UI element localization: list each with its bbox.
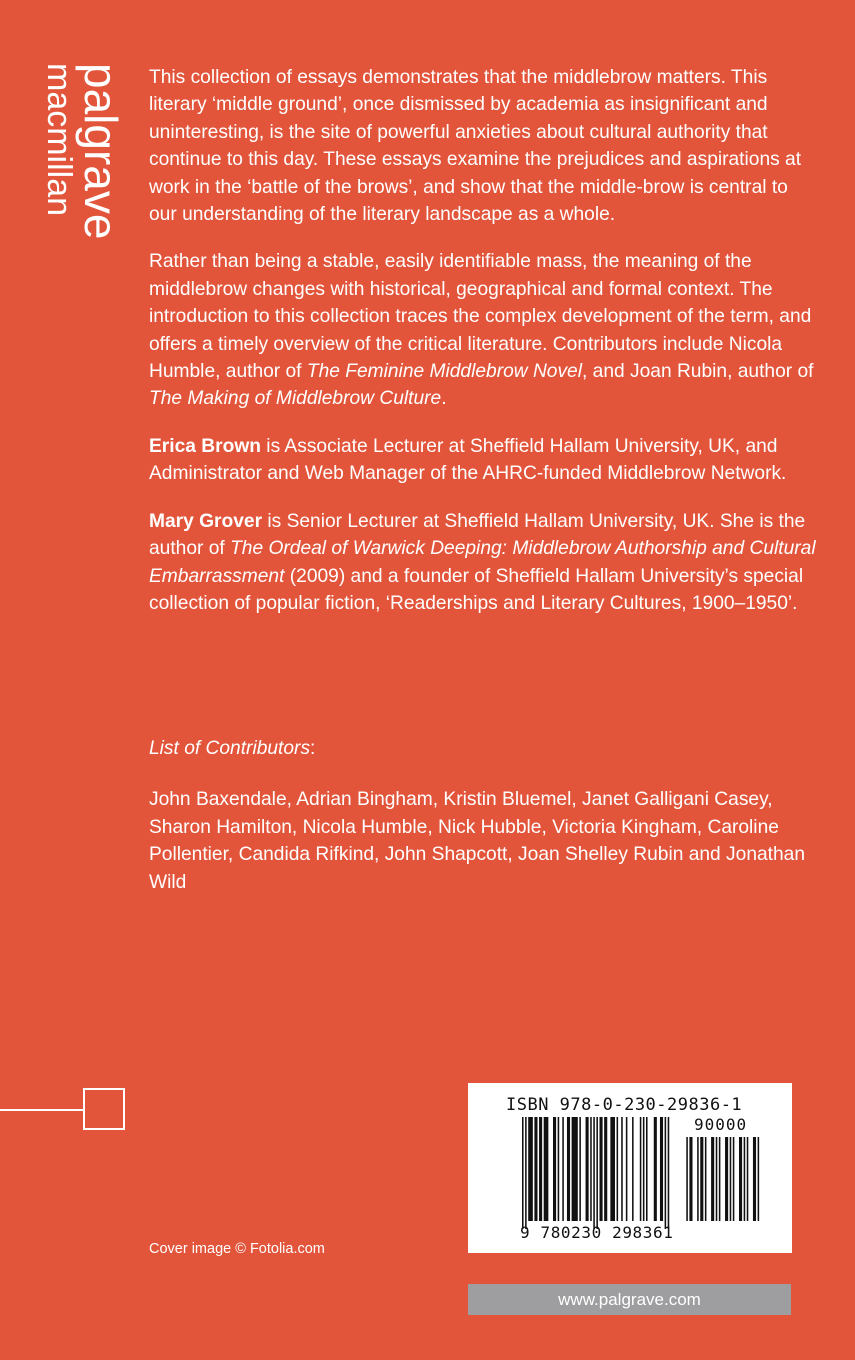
publisher-logo-svg [20,48,130,263]
barcode-bar [689,1137,692,1221]
blurb-paragraph-1: This collection of essays demonstrates that the middlebrow matters. This literary ‘middle ground’, once dismissed by academia as insignificant and uninteresting, is the site of powerful anxieties about cultural authority that continue to this day. These essays examine the prejudices and aspirations at work in the ‘battle of the brows’, and show that the middle-brow is central to our understanding of the literary landscape as a whole. [149,67,802,226]
contributors-section [149,735,809,896]
logo-macmillan-text: macmillan [40,63,78,217]
palgrave-macmillan-logo [20,48,130,263]
barcode-bar [534,1117,537,1221]
barcode-bar [753,1137,756,1221]
editor-bio-text-a: is Senior Lecturer at Sheffield Hallam University, UK. She is the author of [149,510,806,560]
barcode-bar [621,1117,623,1221]
barcode-bar [725,1137,728,1221]
barcode-bar [528,1117,533,1221]
barcode-bar [640,1117,642,1221]
barcode-bar [525,1117,527,1229]
barcode-bar [697,1137,699,1221]
ean-number: 9 780230 298361 [520,1223,674,1242]
decorative-square-mark [0,1085,128,1133]
editor-name: Mary Grover [149,510,263,532]
barcode-bar [660,1117,663,1221]
barcode-bar [596,1117,598,1229]
blurb-paragraph-2 [149,248,819,412]
barcode-bar [567,1117,570,1221]
blurb-p2-text-c: . [441,388,447,410]
barcode-bar [700,1137,703,1221]
barcode-bar [686,1137,688,1221]
barcode-bar [747,1137,749,1221]
contributors-list: John Baxendale, Adrian Bingham, Kristin Bluemel, Janet Galligani Casey, Sharon Hamilton, Nicola Humble, Nick Hubble, Victoria Kingham, Caroline Pollentier, Candida Rifkind, John Shapcott, Joan Shelley Rubin and Jonathan Wild [149,789,806,893]
barcode-bar [558,1117,560,1221]
isbn-number: ISBN 978-0-230-29836-1 [506,1095,743,1115]
publisher-website: www.palgrave.com [468,1284,791,1315]
barcode-bar [744,1137,746,1221]
editor-bio-mary-grover [149,508,819,618]
barcode-bar [711,1137,714,1221]
barcode-bar [600,1117,603,1221]
price-addon-number: 90000 [694,1115,748,1134]
barcode-bar [733,1137,735,1221]
barcode-bar [632,1117,634,1221]
barcode-bar [579,1117,581,1221]
barcode-bar [646,1117,648,1221]
book-title-feminine-middlebrow-novel: The Feminine Middlebrow Novel [306,361,582,383]
barcode-bar [758,1137,760,1221]
barcode-bar [719,1137,721,1221]
contributors-heading [149,735,809,762]
barcode-bar [668,1117,670,1229]
barcode-bar [593,1117,595,1229]
cover-blurb [149,64,819,617]
barcode-bar [553,1117,556,1221]
contributors-heading-colon: : [310,738,316,759]
barcode-bar [539,1117,542,1221]
barcode-bar [590,1117,592,1221]
barcode-bar [610,1117,615,1221]
barcode-bar [739,1137,742,1221]
barcode-bar [604,1117,607,1221]
square-mark-icon [0,1085,128,1133]
barcode-bar [544,1117,549,1221]
barcode-bar [572,1117,578,1221]
editor-bio-text: is Associate Lecturer at Sheffield Hallam University, UK, and Administrator and Web Manager of the AHRC-funded Middlebrow Network. [149,435,787,485]
isbn-barcode [468,1083,792,1253]
cover-image-credit: Cover image © Fotolia.com [149,1241,325,1257]
barcode-bar [665,1117,667,1229]
barcode-bar [617,1117,619,1221]
book-title-ordeal-of-warwick-deeping: The Ordeal of Warwick Deeping: Middlebrow Authorship and Cultural Embarrassment [149,538,816,587]
editor-bio-text-b: (2009) and a founder of Sheffield Hallam University’s special collection of popular fiction, ‘Readerships and Literary Cultures, 1900–1950’. [149,565,804,614]
barcode-bar [626,1117,628,1221]
barcode-bar [705,1137,707,1221]
barcode-bar [730,1137,732,1221]
barcode-bar [716,1137,718,1221]
editor-name: Erica Brown [149,435,261,457]
barcode-bar [562,1117,564,1221]
book-title-making-of-middlebrow-culture: The Making of Middlebrow Culture [149,388,442,410]
editor-bio-erica-brown [149,433,819,488]
logo-palgrave-text: palgrave [75,63,127,240]
contributors-heading-text: List of Contributors [149,738,311,759]
blurb-p2-text-b: , and Joan Rubin, author of [582,361,814,383]
barcode-bar [522,1117,524,1229]
barcode-bar [586,1117,589,1221]
barcode-bar [654,1117,657,1221]
blurb-p2-text-a: Rather than being a stable, easily identifiable mass, the meaning of the middlebrow changes with historical, geographical and formal context. The introduction to this collection traces the complex development of the term, and offers a timely overview of the critical literature. Contributors include Nicola Humble, author of [149,251,812,383]
barcode-bar [643,1117,645,1221]
